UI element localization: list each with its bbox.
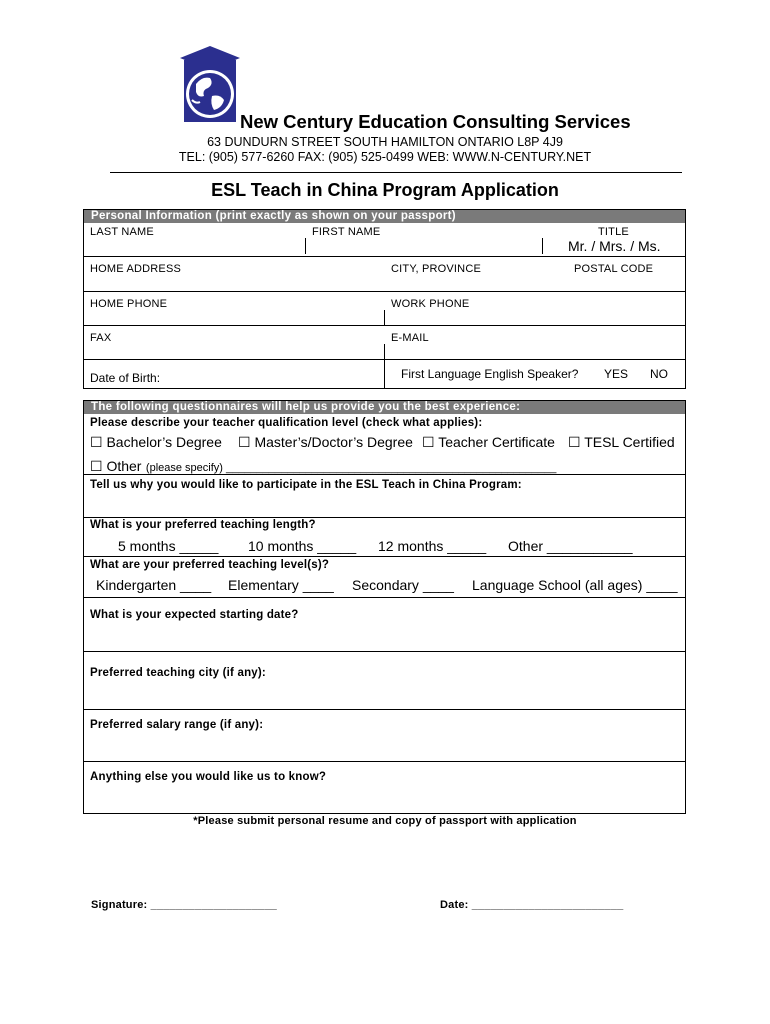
length-other[interactable]: Other ___________	[508, 538, 633, 554]
submission-note: *Please submit personal resume and copy of passport with application	[193, 815, 577, 827]
english-yes-option[interactable]: YES	[604, 367, 629, 381]
dob-label: Date of Birth:	[90, 371, 161, 385]
city-question: Preferred teaching city (if any):	[90, 667, 266, 679]
date-line[interactable]: Date: ________________________	[440, 899, 624, 911]
home-address-label: HOME ADDRESS	[90, 263, 182, 275]
company-logo	[178, 44, 242, 130]
level-language-school[interactable]: Language School (all ages) ____	[472, 577, 678, 593]
length-12-months[interactable]: 12 months _____	[378, 538, 487, 554]
org-name: New Century Education Consulting Services	[240, 111, 631, 132]
qual-master-checkbox[interactable]: ☐ Master’s/Doctor’s Degree	[238, 434, 413, 450]
english-speaker-question: First Language English Speaker?	[401, 367, 579, 381]
title-label: TITLE	[598, 226, 629, 238]
english-no-option[interactable]: NO	[650, 367, 668, 381]
first-name-label: FIRST NAME	[312, 226, 381, 238]
qual-bachelor-checkbox[interactable]: ☐ Bachelor’s Degree	[90, 434, 222, 450]
level-elementary[interactable]: Elementary ____	[228, 577, 334, 593]
length-5-months[interactable]: 5 months _____	[118, 538, 219, 554]
qual-other-specify[interactable]: (please specify) ______________________________________________________	[145, 462, 557, 474]
length-question: What is your preferred teaching length?	[90, 519, 316, 531]
home-phone-label: HOME PHONE	[90, 298, 168, 310]
length-10-months[interactable]: 10 months _____	[248, 538, 357, 554]
level-kindergarten[interactable]: Kindergarten ____	[96, 577, 212, 593]
signature-line[interactable]: Signature: ____________________	[91, 899, 278, 911]
questionnaire-band: The following questionnaires will help us provide you the best experience:	[84, 401, 685, 414]
city-province-label: CITY, PROVINCE	[391, 263, 482, 275]
form-title: ESL Teach in China Program Application	[211, 180, 559, 200]
qual-tesl-checkbox[interactable]: ☐ TESL Certified	[568, 434, 675, 450]
qualification-question: Please describe your teacher qualification level (check what applies):	[90, 417, 483, 429]
level-secondary[interactable]: Secondary ____	[352, 577, 454, 593]
questionnaire-section	[83, 400, 686, 814]
header-divider	[110, 172, 682, 173]
postal-code-label: POSTAL CODE	[574, 263, 654, 275]
why-question: Tell us why you would like to participate in the ESL Teach in China Program:	[90, 479, 522, 491]
work-phone-label: WORK PHONE	[391, 298, 470, 310]
last-name-label: LAST NAME	[90, 226, 154, 238]
personal-info-section	[83, 209, 686, 389]
qual-other-checkbox[interactable]: ☐ Other	[90, 458, 142, 474]
anything-else-question: Anything else you would like us to know?	[90, 771, 327, 783]
org-contact: TEL: (905) 577-6260 FAX: (905) 525-0499 WEB: WWW.N-CENTURY.NET	[178, 150, 592, 164]
fax-label: FAX	[90, 332, 112, 344]
qual-teacher-cert-checkbox[interactable]: ☐ Teacher Certificate	[422, 434, 555, 450]
level-question: What are your preferred teaching level(s)?	[90, 559, 330, 571]
start-date-question: What is your expected starting date?	[90, 609, 299, 621]
email-label: E-MAIL	[391, 332, 429, 344]
org-address: 63 DUNDURN STREET SOUTH HAMILTON ONTARIO L8P 4J9	[207, 135, 563, 149]
salary-question: Preferred salary range (if any):	[90, 719, 264, 731]
personal-info-band: Personal Information (print exactly as shown on your passport)	[84, 210, 685, 223]
title-options[interactable]: Mr. / Mrs. / Ms.	[568, 238, 661, 254]
